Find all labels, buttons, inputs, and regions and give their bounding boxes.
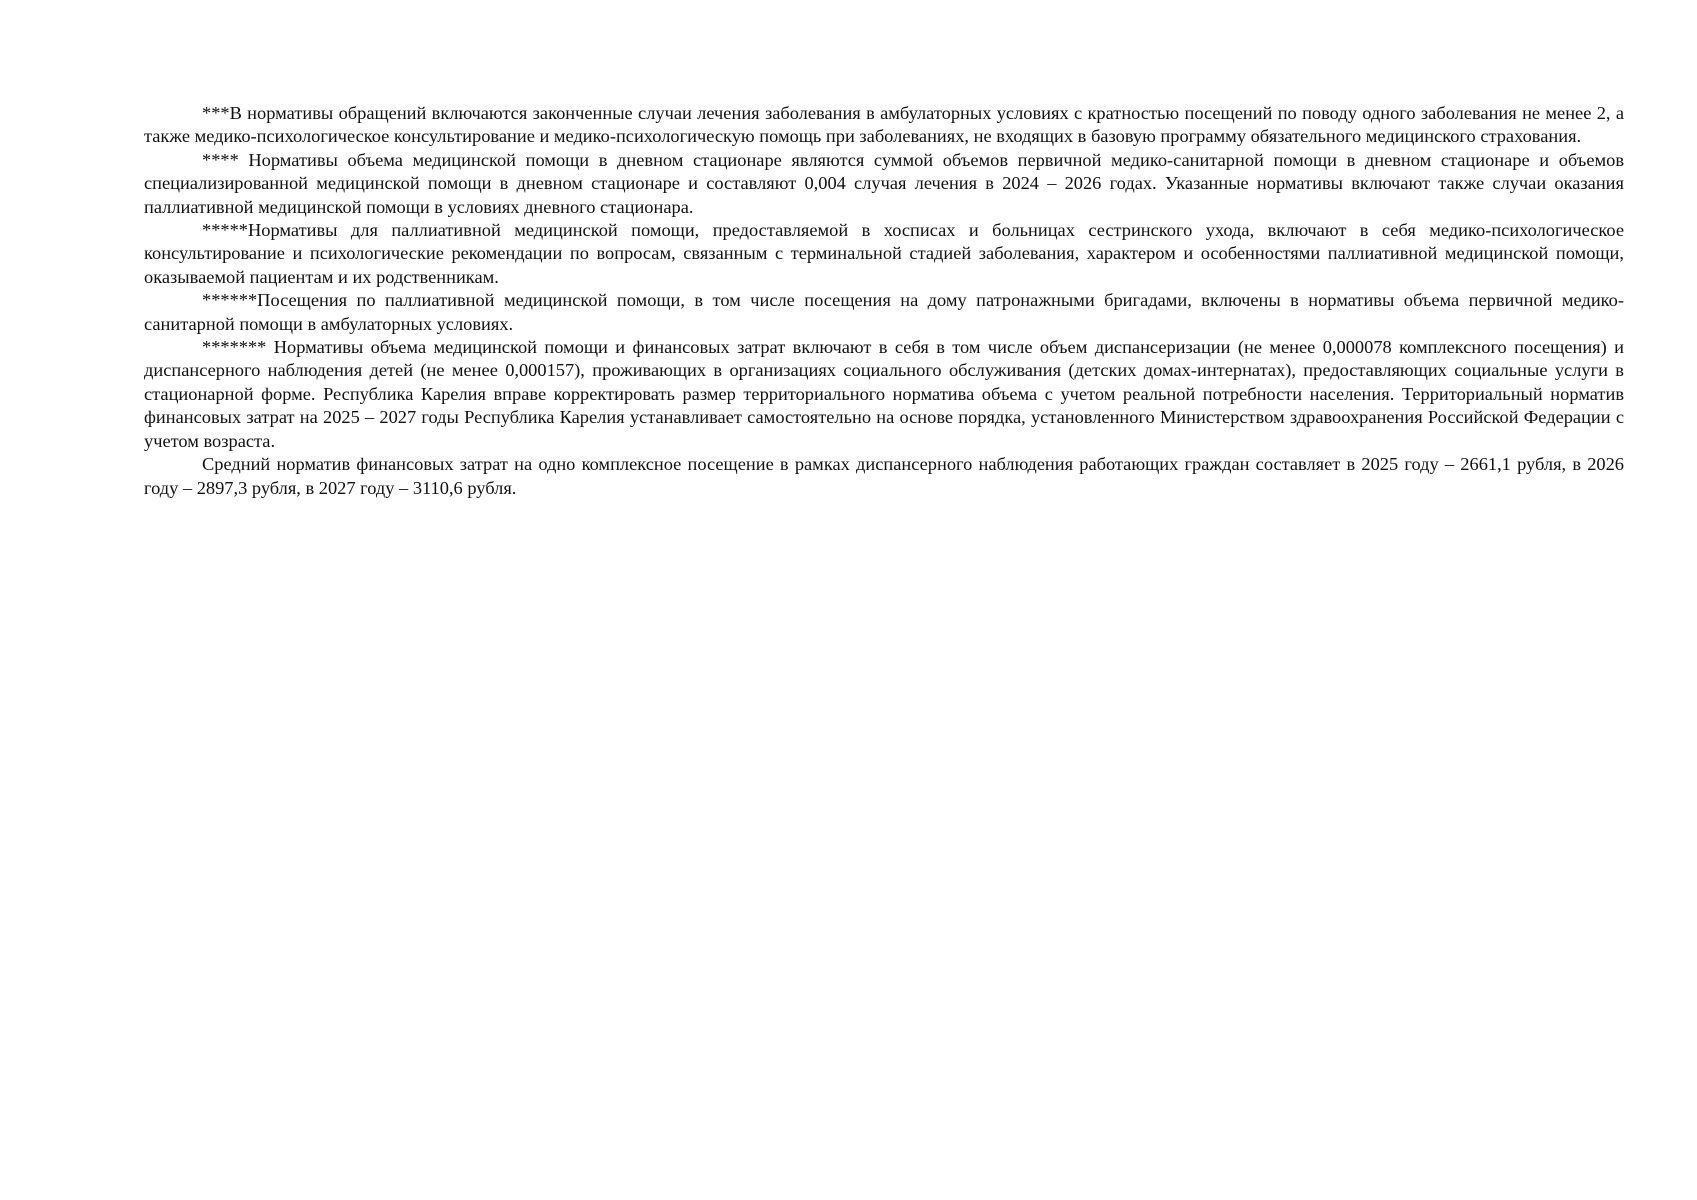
document-page xyxy=(144,102,1624,500)
footnote-paragraph: *****Нормативы для паллиативной медицинской помощи, предоставляемой в хосписах и больницах сестринского ухода, включают в себя медико-психологическое консультирование и психологические рекомендации по вопросам, связанным с терминальной стадией заболевания, характером и особенностями паллиативной медицинской помощи, оказываемой пациентам и их родственникам. xyxy=(144,220,1624,287)
footnote-paragraph: Средний норматив финансовых затрат на одно комплексное посещение в рамках диспансерного наблюдения работающих граждан составляет в 2025 году – 2661,1 рубля, в 2026 году – 2897,3 рубля, в 2027 году – 3110,6 рубля. xyxy=(144,454,1624,498)
footnote-paragraph: ***В нормативы обращений включаются законченные случаи лечения заболевания в амбулаторных условиях с кратностью посещений по поводу одного заболевания не менее 2, а также медико-психологическое консультирование и медико-психологическую помощь при заболеваниях, не входящих в базовую программу обязательного медицинского страхования. xyxy=(144,103,1624,147)
footnote-paragraph: ******* Нормативы объема медицинской помощи и финансовых затрат включают в себя в том числе объем диспансеризации (не менее 0,000078 комплексного посещения) и диспансерного наблюдения детей (не менее 0,000157), проживающих в организациях социального обслуживания (детских домах-интернатах), предоставляющих социальные услуги в стационарной форме. Республика Карелия вправе корректировать размер территориального норматива объема с учетом реальной потребности населения. Территориальный норматив финансовых затрат на 2025 – 2027 годы Республика Карелия устанавливает самостоятельно на основе порядка, установленного Министерством здравоохранения Российской Федерации с учетом возраста. xyxy=(144,337,1624,451)
footnote-paragraph: **** Нормативы объема медицинской помощи в дневном стационаре являются суммой объемов первичной медико-санитарной помощи в дневном стационаре и объемов специализированной медицинской помощи в дневном стационаре и составляют 0,004 случая лечения в 2024 – 2026 годах. Указанные нормативы включают также случаи оказания паллиативной медицинской помощи в условиях дневного стационара. xyxy=(144,149,1624,217)
footnote-paragraph: ******Посещения по паллиативной медицинской помощи, в том числе посещения на дому патронажными бригадами, включены в нормативы объема первичной медико-санитарной помощи в амбулаторных условиях. xyxy=(144,290,1624,334)
